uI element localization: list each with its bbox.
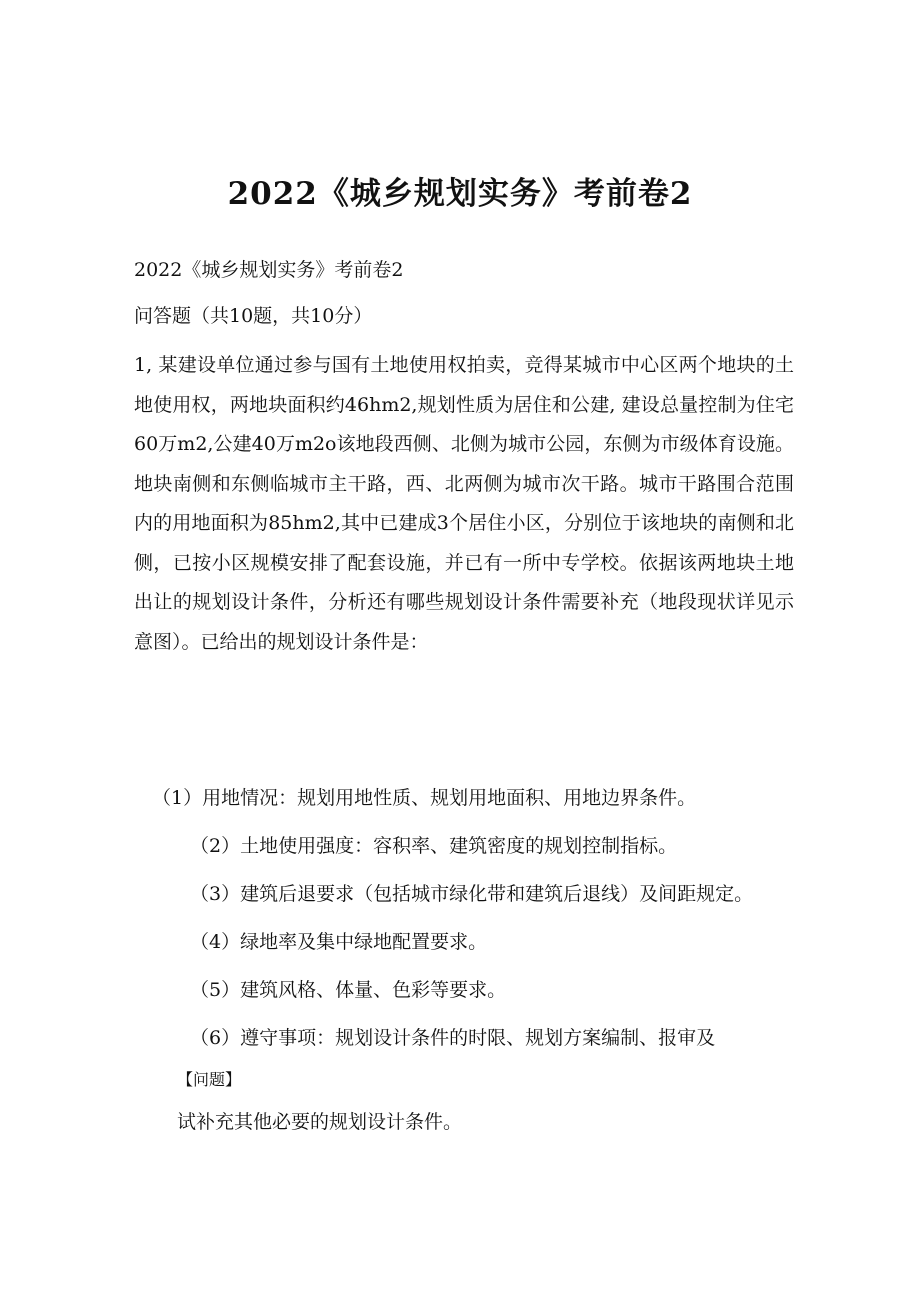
- document-title: 2022《城乡规划实务》考前卷2: [227, 176, 693, 212]
- section-header: 问答题（共10题，共10分）: [134, 305, 373, 327]
- condition-item-4: （4）绿地率及集中绿地配置要求。: [190, 931, 488, 953]
- question-prompt: 试补充其他必要的规划设计条件。: [177, 1111, 463, 1133]
- condition-item-6: （6）遵守事项：规划设计条件的时限、规划方案编制、报审及: [190, 1027, 716, 1049]
- condition-item-1: （1）用地情况：规划用地性质、规划用地面积、用地边界条件。: [152, 787, 697, 809]
- question-paragraph: 1, 某建设单位通过参与国有土地使用权拍卖，竞得某城市中心区两个地块的土地使用权，两地块面积约46hm2,规划性质为居住和公建, 建设总量控制为住宅60万m2,公建40万m2o该地段西侧、北侧为城市公园，东侧为市级体育设施。地块南侧和东侧临城市主干路，西、北两侧为城市次干路。城市干路围合范围内的用地面积为85hm2,其中已建成3个居住小区，分别位于该地块的南侧和北侧，已按小区规模安排了配套设施，并已有一所中专学校。依据该两地块土地出让的规划设计条件，分析还有哪些规划设计条件需要补充（地段现状详见示意图）。已给出的规划设计条件是：: [134, 354, 794, 653]
- document-subtitle: 2022《城乡规划实务》考前卷2: [134, 259, 404, 281]
- condition-item-5: （5）建筑风格、体量、色彩等要求。: [190, 979, 507, 1001]
- question-label: 【问题】: [177, 1070, 242, 1089]
- condition-item-3: （3）建筑后退要求（包括城市绿化带和建筑后退线）及间距规定。: [190, 883, 754, 905]
- condition-item-2: （2）土地使用强度：容积率、建筑密度的规划控制指标。: [190, 835, 678, 857]
